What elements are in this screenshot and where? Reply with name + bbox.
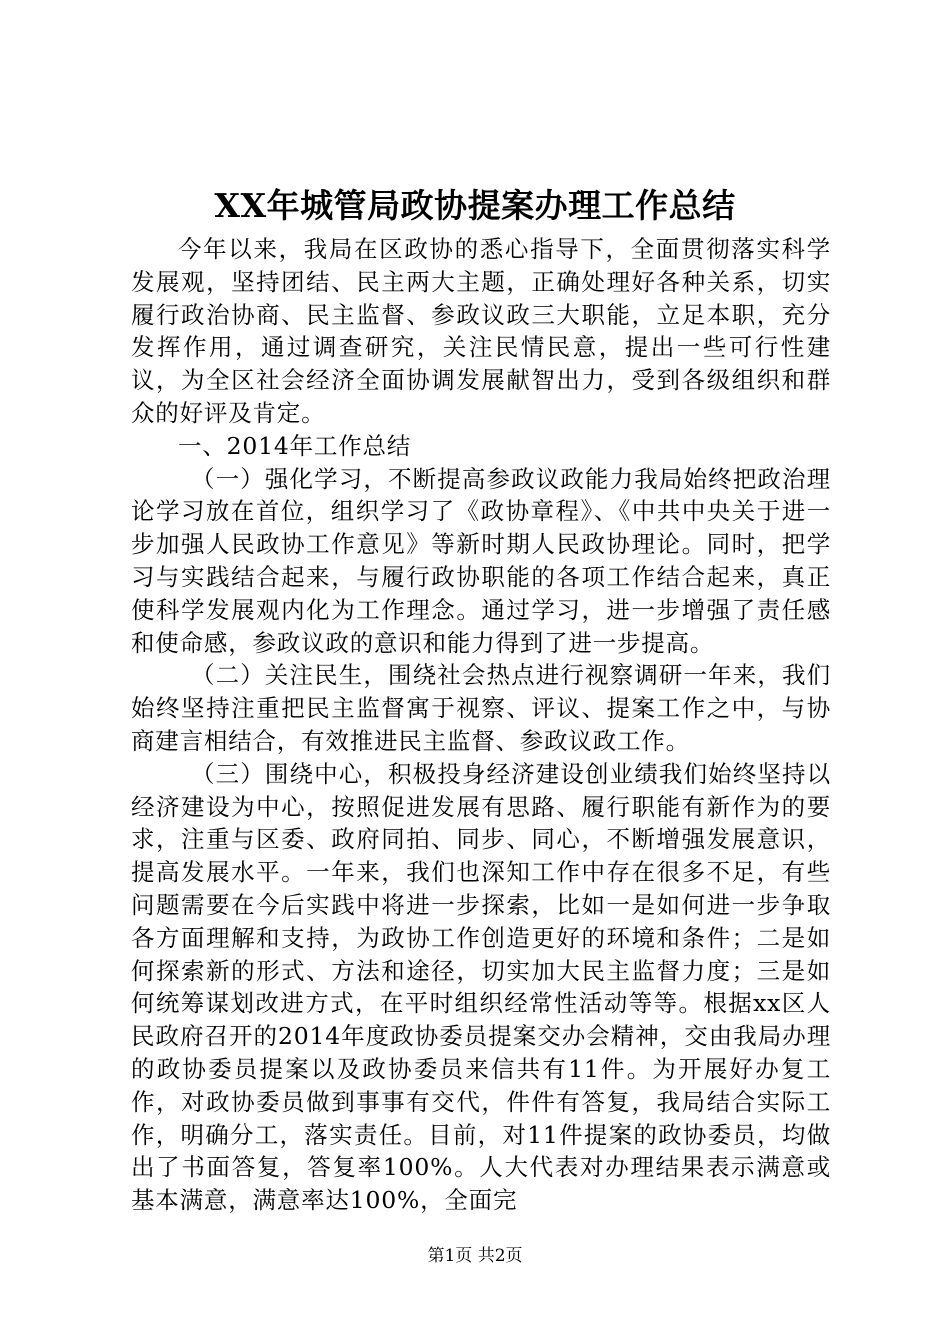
paragraph-item-3: （三）围绕中心，积极投身经济建设创业绩我们始终坚持以经济建设为中心，按照促进发展有思路、履行职能有新作为的要求，注重与区委、政府同拍、同步、同心，不断增强发展意识，提高发展水平。一年来，我们也深知工作中存在很多不足，有些问题需要在今后实践中将进一步探索，比如一是如何进一步争取各方面理解和支持，为政协工作创造更好的环境和条件；二是如何探索新的形式、方法和途径，切实加大民主监督力度；三是如何统筹谋划改进方式，在平时组织经常性活动等等。根据xx区人民政府召开的2014年度政协委员提案交办会精神，交由我局办理的政协委员提案以及政协委员来信共有11件。为开展好办复工作，对政协委员做到事事有交代，件件有答复，我局结合实际工作，明确分工，落实责任。目前，对11件提案的政协委员，均做出了书面答复，答复率100%。人大代表对办理结果表示满意或基本满意，满意率达100%，全面完 xyxy=(131,759,831,1215)
document-body xyxy=(131,233,831,1217)
paragraph-intro: 今年以来，我局在区政协的悉心指导下，全面贯彻落实科学发展观，坚持团结、民主两大主题，正确处理好各种关系，切实履行政治协商、民主监督、参政议政三大职能，立足本职，充分发挥作用，通过调查研究，关注民情民意，提出一些可行性建议，为全区社会经济全面协调发展献智出力，受到各级组织和群众的好评及肯定。 xyxy=(131,235,831,427)
document-title: XX年城管局政协提案办理工作总结 xyxy=(214,186,736,225)
page-number-footer: 第1页 共2页 xyxy=(427,1246,523,1266)
paragraph-item-2: （二）关注民生，围绕社会热点进行视察调研一年来，我们始终坚持注重把民主监督寓于视察、评议、提案工作之中，与协商建言相结合，有效推进民主监督、参政议政工作。 xyxy=(131,661,831,755)
paragraph-item-1: （一）强化学习，不断提高参政议政能力我局始终把政治理论学习放在首位，组织学习了《政协章程》、《中共中央关于进一步加强人民政协工作意见》等新时期人民政协理论。同时，把学习与实践结合起来，与履行政协职能的各项工作结合起来，真正使科学发展观内化为工作理念。通过学习，进一步增强了责任感和使命感，参政议政的意识和能力得到了进一步提高。 xyxy=(131,464,831,657)
section-heading: 一、2014年工作总结 xyxy=(178,431,412,460)
